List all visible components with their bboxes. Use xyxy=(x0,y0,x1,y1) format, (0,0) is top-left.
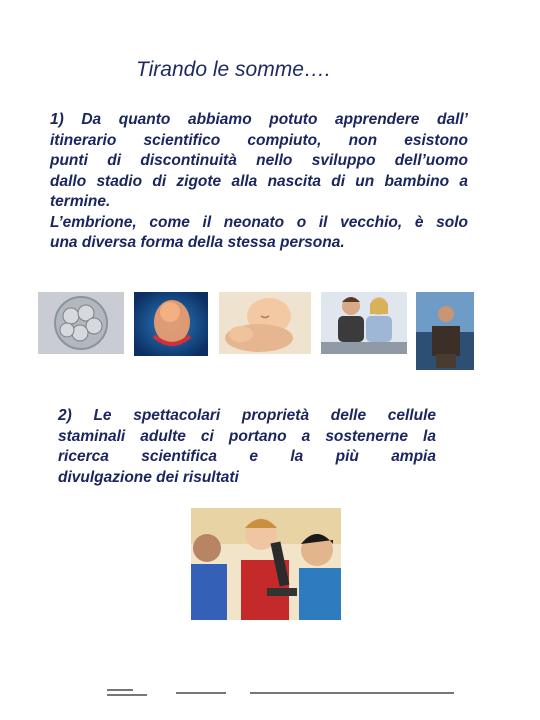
paragraph-line: 1) Da quanto abbiamo potuto apprendere dall’ xyxy=(50,111,468,128)
paragraph-line: staminali adulte ci portano a sostenerne la xyxy=(58,427,436,445)
footer-text-block-right xyxy=(250,691,456,698)
zygote-photo xyxy=(38,292,124,354)
paragraph-line: L’embrione, come il neonato o il vecchio, è solo xyxy=(50,213,468,231)
paragraph-line: itinerario scientifico compiuto, non esistono xyxy=(50,131,468,149)
teenagers-photo xyxy=(321,292,407,354)
paragraph-line: divulgazione dei risultati xyxy=(58,468,239,486)
paragraph-line: termine. xyxy=(50,193,111,210)
paragraph-line: punti di discontinuità nello sviluppo dell’uomo xyxy=(50,152,468,169)
paragraph-one xyxy=(50,110,468,254)
paragraph-line: 2) Le spettacolari proprietà delle cellule xyxy=(58,407,436,424)
footer-text-block-middle xyxy=(176,691,228,698)
page-title: Tirando le somme…. xyxy=(136,58,331,81)
footer-text-block-left xyxy=(107,688,149,701)
elderly-photo xyxy=(416,292,474,370)
paragraph-two xyxy=(58,406,436,488)
children-microscope-photo xyxy=(191,508,341,620)
embryo-photo xyxy=(134,292,208,356)
paragraph-line: dallo stadio di zigote alla nascita di un bambino a xyxy=(50,172,468,190)
newborn-photo xyxy=(219,292,311,354)
paragraph-line: una diversa forma della stessa persona. xyxy=(50,234,345,251)
paragraph-line: ricerca scientifica e la più ampia xyxy=(58,448,436,465)
